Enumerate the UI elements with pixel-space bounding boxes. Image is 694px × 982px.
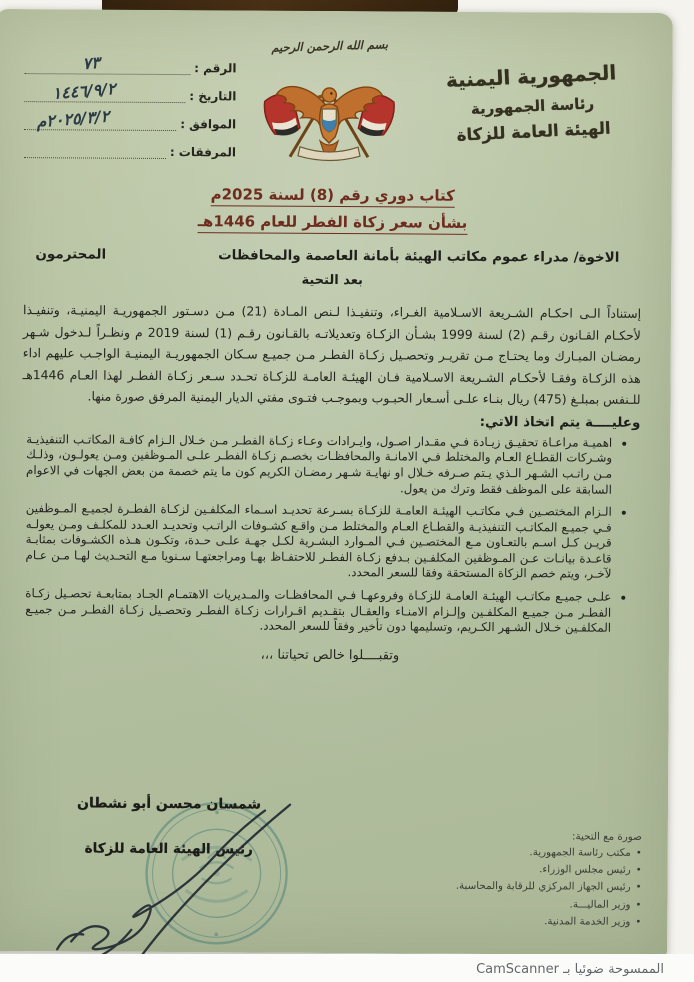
field-attachments-label: المرفقات : (169, 145, 237, 160)
authority-name: الهيئة العامة للزكاة (456, 118, 612, 145)
cc-heading: صورة مع التحية: (571, 830, 642, 843)
field-corresponding-label: الموافق : (180, 117, 237, 132)
letterhead (24, 35, 643, 181)
cc-item-presidency-office: • مكتب رئاسة الجمهورية. (374, 843, 642, 862)
field-date-value: ١٤٤٦/٩/٢ (51, 78, 117, 104)
greeting-line: بعد التحية (301, 272, 364, 289)
directive-item-2: • الـزام المختصـين فـي مكاتـب الهيئـة العامـة للزكـاة بسـرعة تحديـد اسـماء المكلفـين لزكـاة الفطـرة لجميـع المـوظفين فـي جميـع المكاتـب التنفيذيـة والقطـاع العـام والمختلط مـن واقـع كشـوفات الراتـب وتحديـد العـدد للمكلـف ومـن يعولـه قريـن كـل اسـم بالتعـاون مـع المختصـين فـي المـوارد البشـرية لكـل جهـة علـى حـدة، وتكـون هـذه الكشـوفات بمثابـة قاعـدة بيانـات عـن المـوظفين المكلفـين بـدفع زكـاة الفطـر للاحتفـاظ بهـا ومراجعتهـا سـنويا مـع التحـديث لهـا مـن عـام لآخـر، ويتم خصم الزكاة المستحقة وفقا للسعر المحدد. (25, 501, 611, 582)
directive-list (25, 432, 626, 636)
directive-item-1: • اهميـة مراعـاة تحقيـق زيـادة فـي مقـدار اصـول، وايـرادات وعـاء زكـاة الفطـر مـن خـلال الـزام كافـة المكاتـب التنفيذيـة وشـركات القطـاع العـام والمختلط فـي الامانـة والمحافظـات بخصـم زكـاة الفطـر علـى المـوظفين ومـن يعولـون، وذلـك مـن راتـب الشـهر الـذي يـتم صـرفه خـلال او نهايـة شـهر رمضـان الكريم كون ما يتم خصمة من بعض الجهات في الاعوام السابقة على الموظف فقط وترك من يعول. (26, 432, 612, 498)
field-attachments (24, 141, 236, 159)
intro-paragraph: إستناداً الـى احكـام الشـريعة الاسـلامية الغـراء، وتنفيـذا لـنص المـادة (21) مـن دسـتور الجمهوريـة اليمنيـة، وتنفيـذا لأحكـام القـانون رقـم (2) لسنة 1999 بشـأن الزكـاة وتعديلاتـه بالقـانون رقـم (1) لسنة 2019 م ونظـراً لـدخول شـهر رمضـان المبـارك وما يحتـاج مـن تقريـر وتحصـيل زكـاة الفطـر مـن جميـع سـكان الجمهوريـة اليمنيـة الواجـب عليهم اداء هذه الزكـاة وفقـا لأحكـام الشـريعة الاسـلامية فـان الهيئـة العامـة للزكـاة تحـدد سـعر زكـاة الفطـر لهذا العـام 1446هـ للـنفس بمبلـغ (475) ريال بنـاء علـى أسـعار الحبـوب وبموجـب فتـوى مفتي الديار اليمنية المرفق صورة منها. (22, 302, 642, 408)
country-name: الجمهورية اليمنية (445, 60, 617, 93)
field-number (24, 52, 237, 76)
field-date (24, 78, 237, 104)
yemen-coat-of-arms-icon (254, 55, 405, 164)
directive-item-3: • علـى جميـع مكاتـب الهيئـة العامـة للزكـاة وفروعهـا فـي المحافظـات والمـديريات الاهتمـام الجـاد بمتابعـة تحصـيل زكـاة الفطـر مـن جميـع المكلفـين وإلـزام الامنـاء والعقـال بتقـديم اقـرارات زكـاة الفطـر وتحصـيل زكـاة الفطـر مـن جميـع المكلفـين خـلال الشـهر الكـريم، وتسليمها دون تأخير وفقاً للسعر المحدد. (25, 586, 611, 636)
cc-list (373, 843, 642, 931)
addressee-line (23, 246, 641, 266)
field-date-label: التاريخ : (189, 89, 237, 104)
addressee-main: الاخوة/ مدراء عموم مكاتب الهيئة بأمانة العاصمة والمحافظات (218, 247, 620, 266)
cc-item-audit-agency: • رئيس الجهاز المركزي للرقابة والمحاسبة. (373, 878, 641, 897)
field-number-label: الرقم : (194, 61, 237, 76)
cc-item-prime-minister: • رئيس مجلس الوزراء. (374, 860, 642, 879)
letter-content (0, 9, 673, 955)
addressee-honorific: المحترمون (35, 246, 107, 263)
signatory-name: شمسان محسن أبو نشطان (76, 795, 262, 813)
field-number-value: ٧٣ (81, 52, 101, 74)
dotted-line (24, 145, 166, 159)
reference-fields (24, 52, 237, 170)
field-corresponding-value: ٢٠٢٥/٣/٢م (35, 106, 111, 132)
closing-salutation: وتقبــــلوا خالص تحياتنا ،،، (260, 647, 400, 664)
cc-distribution (373, 829, 642, 931)
camscanner-watermark: الممسوحة ضوئيا بـ CamScanner (476, 962, 664, 977)
document-title (24, 183, 642, 236)
cc-item-civil-service-minister: • وزير الخدمة المدنية. (373, 912, 641, 931)
emblem-block (244, 38, 415, 167)
title-line-2: بشأن سعر زكاة الفطر للعام 1446هـ (198, 212, 468, 235)
org-calligraphy (421, 59, 644, 146)
directive-heading: وعليــــة يتم اتخاذ الاتي: (479, 413, 641, 431)
presidency-name: رئاسة الجمهورية (470, 94, 595, 119)
footer-strip (0, 954, 694, 982)
dotted-line (24, 61, 190, 75)
letter-paper (0, 9, 673, 955)
signatory-title: رئيس الهيئة العامة للزكاة (84, 840, 253, 858)
handwritten-signature (41, 789, 332, 969)
cc-item-finance-minister: • وزير الماليـــة. (373, 895, 641, 914)
bismillah-calligraphy: بسم الله الرحمن الرحيم (271, 37, 389, 55)
field-corresponding-date (24, 106, 237, 132)
title-line-1: كتاب دوري رقم (8) لسنة 2025م (211, 185, 455, 207)
